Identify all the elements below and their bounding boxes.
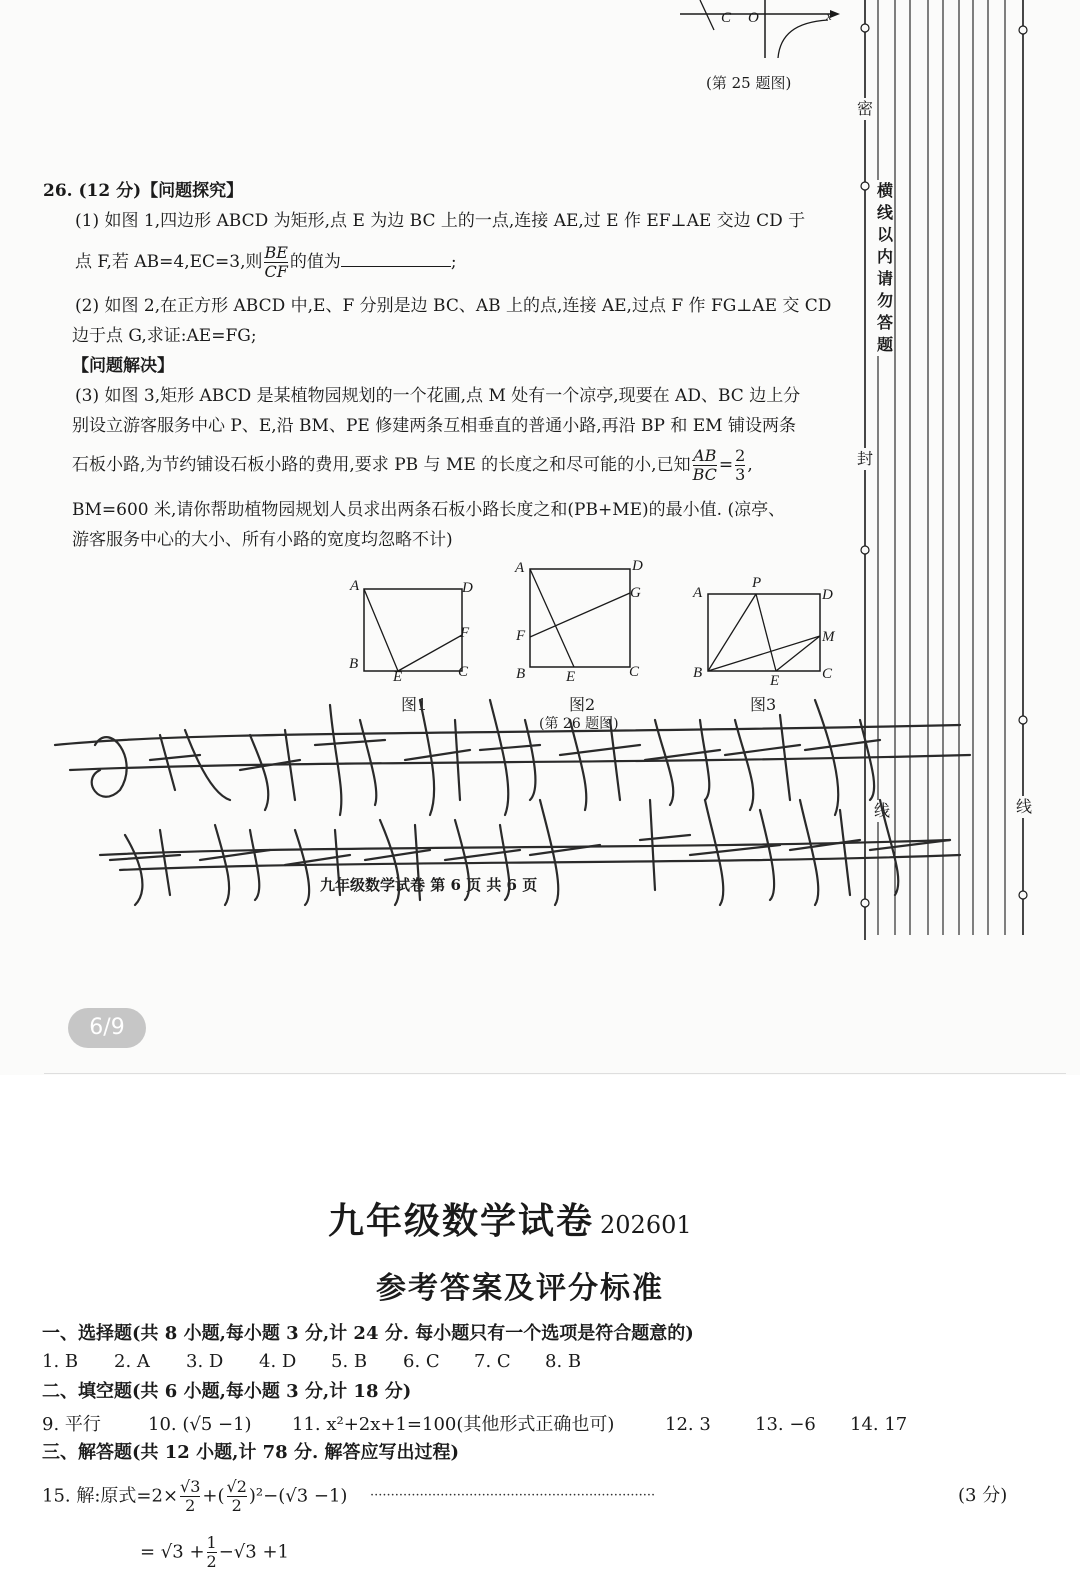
page-indicator: 6/9: [68, 1008, 146, 1048]
s1-answer-1: 1. B: [42, 1351, 79, 1372]
scribble-stroke: [870, 800, 950, 895]
q15-text-b: +(: [202, 1485, 225, 1507]
page1-footer: 九年级数学试卷 第 6 页 共 6 页: [320, 876, 538, 894]
page-divider: [44, 1073, 1066, 1074]
frac-den: 3: [735, 465, 746, 484]
scribble-stroke: [285, 830, 350, 905]
q26-solve-head: 【问题解决】: [72, 356, 174, 376]
fig2-label-f: F: [516, 628, 526, 644]
fig25-label-x: x: [826, 8, 832, 23]
frac-num: 2: [735, 446, 746, 465]
scribble-stroke: [405, 700, 470, 815]
section3-head: 三、解答题(共 12 小题,计 78 分. 解答应写出过程): [42, 1442, 459, 1463]
fig2-label-d: D: [632, 558, 643, 574]
s2-answer-14: 14. 17: [850, 1414, 908, 1435]
scribble-stroke: [560, 720, 640, 810]
q26-p1-line1: (1) 如图 1,四边形 ABCD 为矩形,点 E 为边 BC 上的一点,连接 AE,过 E 作 EF⊥AE 交边 CD 于: [75, 211, 806, 231]
scribble-stroke: [100, 840, 950, 855]
title-code: 202601: [600, 1211, 692, 1239]
equals-sign: =: [718, 455, 734, 475]
q15-score: (3 分): [958, 1485, 1008, 1506]
fig3-label-a: A: [693, 585, 703, 601]
q26-p3-line1: (3) 如图 3,矩形 ABCD 是某植物园规划的一个花圃,点 M 处有一个凉亭,现要在 AD、BC 边上分: [75, 386, 801, 406]
scribble-stroke: [315, 705, 385, 815]
scribble-stroke: [790, 800, 860, 905]
q26-p3-line3-end: ,: [747, 455, 753, 475]
q26-p2-line2: 边于点 G,求证:AE=FG;: [72, 326, 257, 346]
q15-l2-text-b: −√3 +1: [218, 1541, 289, 1563]
fig3-label-c: C: [822, 666, 833, 682]
frac-num: √2: [226, 1477, 247, 1496]
fig2-label-c: C: [629, 664, 640, 680]
scribble-stroke: [445, 820, 520, 900]
fig1-caption: 图1: [401, 695, 428, 714]
fig26-group-caption: (第 26 题图): [539, 716, 619, 732]
s1-answer-4: 4. D: [259, 1351, 297, 1372]
section1-head: 一、选择题(共 8 小题,每小题 3 分,计 24 分. 每小题只有一个选项是符合题意的): [42, 1323, 694, 1344]
sidebar-xian-1: 线: [873, 801, 890, 820]
q26-p1-line2-end: ;: [450, 252, 457, 272]
section2-head: 二、填空题(共 6 小题,每小题 3 分,计 18 分): [42, 1381, 412, 1402]
fig1-label-e: E: [393, 669, 403, 685]
q15-leader-dots: ·····································································: [370, 1488, 656, 1503]
q15-line2: [140, 1534, 289, 1571]
sidebar-feng: 封: [856, 449, 873, 468]
frac-num: BE: [264, 243, 288, 262]
q15-l2-text-a: = √3 +: [140, 1541, 205, 1563]
fraction-sqrt2-2: [227, 1478, 247, 1515]
scribble-stroke: [92, 737, 127, 797]
s1-answer-2: 2. A: [114, 1351, 150, 1372]
frac-den: 2: [185, 1496, 196, 1515]
fig1-label-f: F: [460, 625, 470, 641]
fig3-label-p: P: [752, 575, 762, 591]
title-text: 九年级数学试卷: [328, 1200, 595, 1242]
sidebar-xian-2: 线: [1015, 797, 1032, 816]
fig1-label-c: C: [458, 664, 469, 680]
fig3-label-b: B: [693, 665, 703, 681]
fig25-label-c: C: [721, 10, 732, 26]
frac-den: 2: [231, 1496, 242, 1515]
scribble-stroke: [530, 800, 600, 905]
s1-answer-8: 8. B: [545, 1351, 582, 1372]
scribble-stroke: [120, 855, 960, 870]
frac-num: √3: [180, 1477, 201, 1496]
s1-answer-7: 7. C: [474, 1351, 511, 1372]
answer-key-subtitle: 参考答案及评分标准: [376, 1271, 664, 1306]
sidebar-notice: 横线以内请勿答题: [876, 181, 893, 354]
fig2-label-e: E: [566, 669, 576, 685]
q26-p3-line3-text: 石板小路,为节约铺设石板小路的费用,要求 PB 与 ME 的长度之和尽可能的小,已知: [72, 455, 691, 475]
s1-answer-6: 6. C: [403, 1351, 440, 1372]
fraction-1-2: [207, 1534, 217, 1571]
q15-text-a: 15. 解:原式=2×: [42, 1485, 179, 1507]
fig2-label-b: B: [516, 666, 526, 682]
answer-key-title: [328, 1193, 692, 1244]
frac-num: AB: [693, 446, 717, 465]
fig2-label-a: A: [515, 560, 525, 576]
scribble-stroke: [645, 720, 720, 805]
scribble-stroke: [480, 700, 540, 815]
q26-p3-line2: 别设立游客服务中心 P、E,沿 BM、PE 修建两条互相垂直的普通小路,再沿 BP 和 EM 铺设两条: [72, 416, 796, 436]
q15-text-c: )²−(√3 −1): [248, 1485, 348, 1507]
scribble-stroke: [690, 800, 780, 905]
fig3-caption: 图3: [750, 695, 777, 714]
sidebar-mi: 密: [856, 99, 873, 118]
s2-answer-13: 13. −6: [755, 1414, 816, 1435]
s1-answer-3: 3. D: [186, 1351, 224, 1372]
q26-head: 26. (12 分)【问题探究】: [43, 181, 244, 201]
fraction-sqrt3-2: [180, 1478, 200, 1515]
q15-line1: [42, 1478, 347, 1515]
fig1-label-b: B: [349, 656, 359, 672]
fig1-label-d: D: [462, 580, 473, 596]
s2-answer-12: 12. 3: [665, 1414, 711, 1435]
q26-p1-line2-text-b: 的值为: [289, 252, 341, 272]
q26-p3-line4: BM=600 米,请你帮助植物园规划人员求出两条石板小路长度之和(PB+ME)的最小值. (凉亭、: [72, 500, 786, 520]
q26-p3-line5: 游客服务中心的大小、所有小路的宽度均忽略不计): [72, 530, 453, 550]
frac-num: 1: [206, 1533, 217, 1552]
s2-answer-9: 9. 平行: [42, 1414, 101, 1435]
q26-p2-line1: (2) 如图 2,在正方形 ABCD 中,E、F 分别是边 BC、AB 上的点,连接 AE,过点 F 作 FG⊥AE 交 CD: [75, 296, 832, 316]
scribble-stroke: [240, 730, 300, 810]
s2-answer-11: 11. x²+2x+1=100(其他形式正确也可): [292, 1414, 615, 1435]
fig3-label-d: D: [822, 587, 833, 603]
fig25-label-o: O: [748, 10, 759, 26]
q26-p1-line2-text: 点 F,若 AB=4,EC=3,则: [75, 252, 263, 272]
fig1-label-a: A: [350, 578, 360, 594]
frac-den: CF: [264, 262, 288, 281]
fig2-label-g: G: [630, 585, 641, 601]
s2-answer-10: 10. (√5 −1): [148, 1414, 252, 1435]
s1-answer-5: 5. B: [331, 1351, 368, 1372]
fig3-label-e: E: [770, 673, 780, 689]
fig2-caption: 图2: [569, 695, 596, 714]
fig3-label-m: M: [822, 629, 835, 645]
fig25-caption: (第 25 题图): [706, 74, 792, 92]
frac-den: BC: [692, 465, 717, 484]
frac-den: 2: [206, 1552, 217, 1571]
